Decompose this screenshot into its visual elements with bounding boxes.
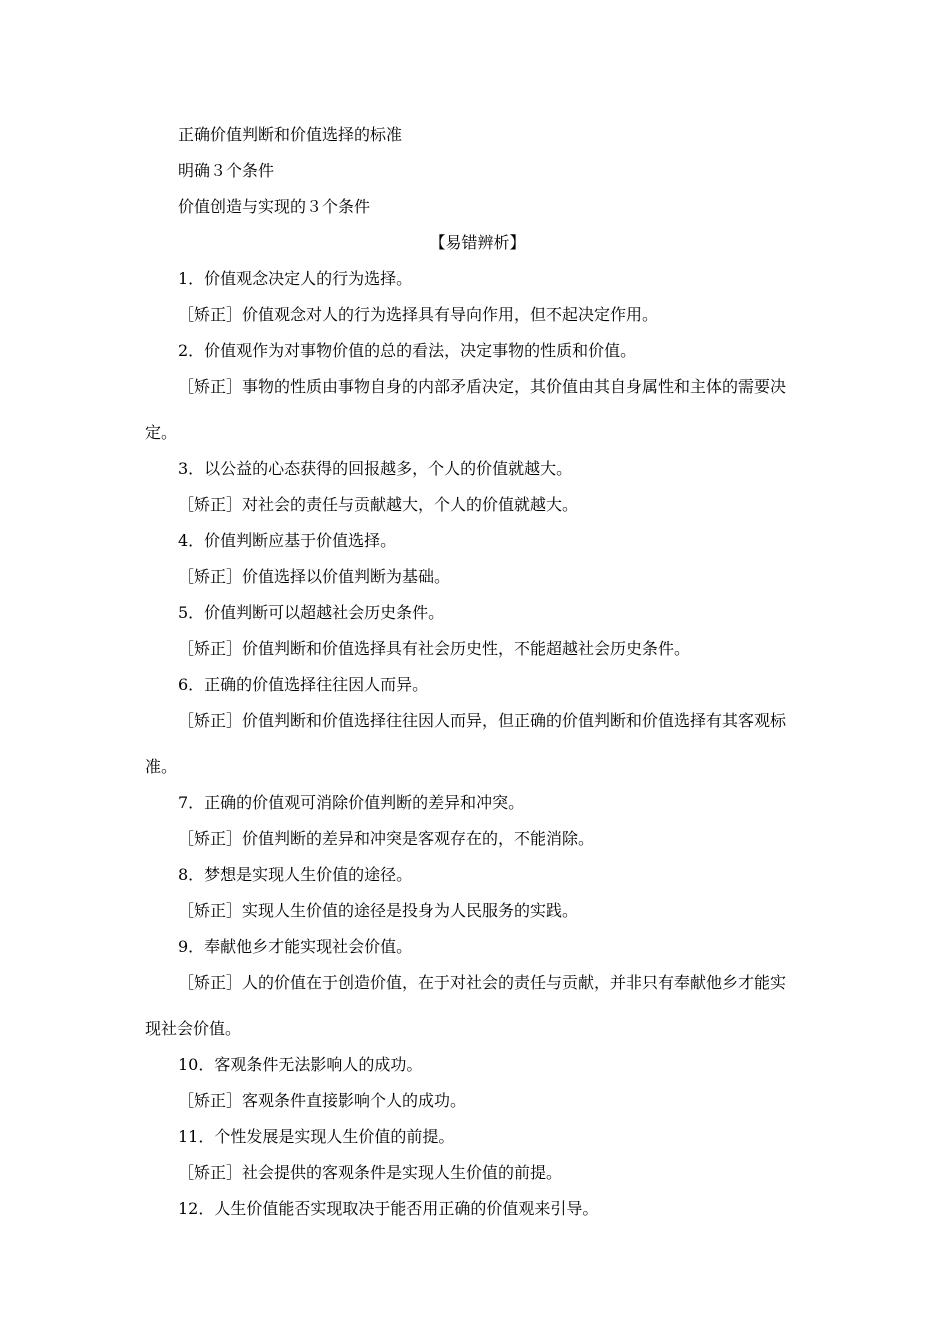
correction-text: ［矫正］客观条件直接影响个人的成功。 xyxy=(178,1091,467,1110)
summary-line-3: 价值创造与实现的３个条件 xyxy=(178,197,371,216)
question-item: 1．价值观念决定人的行为选择。 xyxy=(178,269,413,288)
correction-text: ［矫正］价值判断的差异和冲突是客观存在的，不能消除。 xyxy=(178,829,595,848)
correction-text-continued: 现社会价值。 xyxy=(145,1019,242,1038)
correction-text: ［矫正］价值判断和价值选择具有社会历史性，不能超越社会历史条件。 xyxy=(178,639,691,658)
question-item: 10．客观条件无法影响人的成功。 xyxy=(178,1055,423,1074)
document-body xyxy=(145,124,810,1220)
section-title: 【易错辨析】 xyxy=(429,233,526,252)
question-item: 7．正确的价值观可消除价值判断的差异和冲突。 xyxy=(178,793,525,812)
summary-line-1: 正确价值判断和价值选择的标准 xyxy=(178,125,403,144)
correction-text: ［矫正］人的价值在于创造价值，在于对社会的责任与贡献，并非只有奉献他乡才能实 xyxy=(178,973,787,992)
correction-text: ［矫正］社会提供的客观条件是实现人生价值的前提。 xyxy=(178,1163,563,1182)
question-item: 5．价值判断可以超越社会历史条件。 xyxy=(178,603,445,622)
correction-text: ［矫正］价值观念对人的行为选择具有导向作用，但不起决定作用。 xyxy=(178,305,659,324)
question-item: 3．以公益的心态获得的回报越多，个人的价值就越大。 xyxy=(178,459,573,478)
correction-text-continued: 定。 xyxy=(145,423,178,442)
question-item: 6．正确的价值选择往往因人而异。 xyxy=(178,675,429,694)
correction-text: ［矫正］价值选择以价值判断为基础。 xyxy=(178,567,451,586)
question-item: 4．价值判断应基于价值选择。 xyxy=(178,531,397,550)
correction-text-continued: 准。 xyxy=(145,757,178,776)
question-item: 9．奉献他乡才能实现社会价值。 xyxy=(178,937,413,956)
correction-text: ［矫正］对社会的责任与贡献越大，个人的价值就越大。 xyxy=(178,495,579,514)
question-item: 11．个性发展是实现人生价值的前提。 xyxy=(178,1127,455,1146)
question-item: 12．人生价值能否实现取决于能否用正确的价值观来引导。 xyxy=(178,1199,599,1218)
question-item: 8．梦想是实现人生价值的途径。 xyxy=(178,865,413,884)
correction-text: ［矫正］实现人生价值的途径是投身为人民服务的实践。 xyxy=(178,901,579,920)
correction-text: ［矫正］价值判断和价值选择往往因人而异，但正确的价值判断和价值选择有其客观标 xyxy=(178,711,787,730)
summary-line-2: 明确３个条件 xyxy=(178,161,275,180)
question-item: 2．价值观作为对事物价值的总的看法，决定事物的性质和价值。 xyxy=(178,341,637,360)
correction-text: ［矫正］事物的性质由事物自身的内部矛盾决定，其价值由其自身属性和主体的需要决 xyxy=(178,377,787,396)
